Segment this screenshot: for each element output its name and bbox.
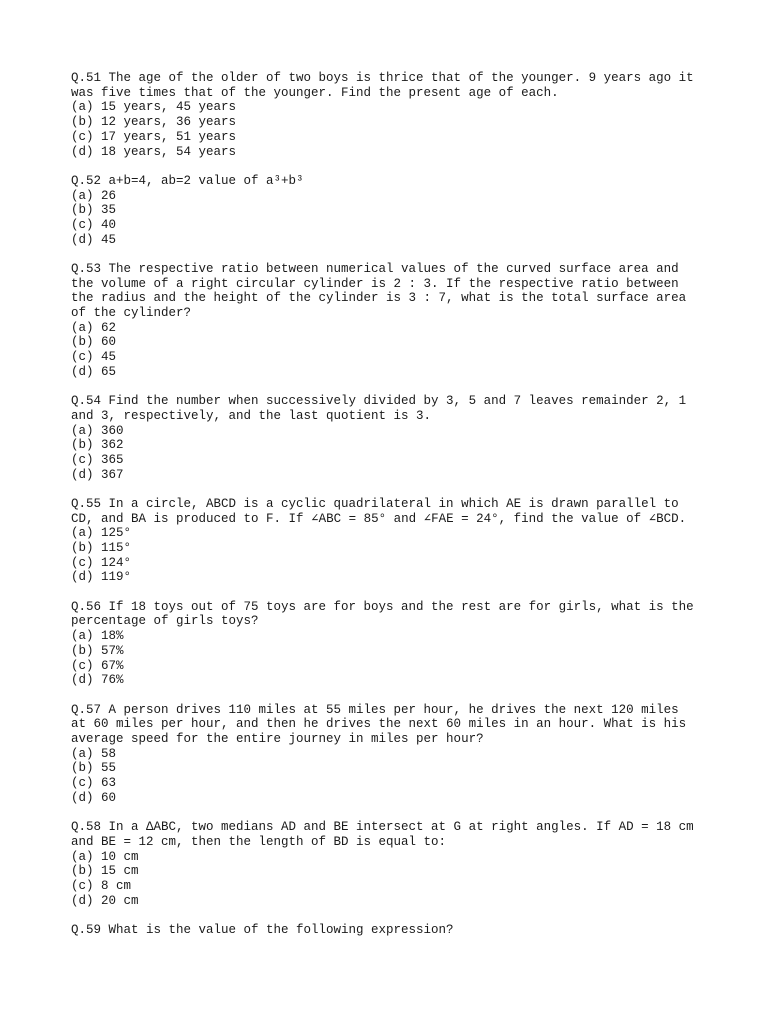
option-d: (d) 18 years, 54 years — [71, 144, 237, 159]
options-list — [71, 321, 711, 380]
option-b: (b) 60 — [71, 335, 117, 350]
option-b: (b) 35 — [71, 203, 117, 218]
option-b: (b) 362 — [71, 438, 124, 453]
option-d: (d) 119° — [71, 570, 132, 585]
question-text: Q.55 In a circle, ABCD is a cyclic quadrilateral in which AE is drawn parallel to CD, and BA is produced to F. If ∠ABC = 85° and ∠FAE = 24°, find the value of ∠BCD. — [71, 496, 687, 526]
option-c: (c) 17 years, 51 years — [71, 129, 237, 144]
question-55 — [71, 497, 711, 585]
question-57 — [71, 703, 711, 806]
question-text: Q.58 In a ΔABC, two medians AD and BE intersect at G at right angles. If AD = 18 cm and BE = 12 cm, then the length of BD is equal to: — [71, 820, 694, 849]
option-a: (a) 18% — [71, 629, 124, 644]
question-text: Q.57 A person drives 110 miles at 55 miles per hour, he drives the next 120 miles at 60 miles per hour, and then he drives the next 60 miles in an hour. What is his average speed for the entire journey in miles per hour? — [71, 702, 687, 746]
question-51 — [71, 71, 711, 159]
option-d: (d) 45 — [71, 232, 117, 247]
question-54 — [71, 394, 711, 482]
question-53 — [71, 262, 711, 380]
option-b: (b) 12 years, 36 years — [71, 115, 237, 130]
option-c: (c) 63 — [71, 776, 117, 791]
option-a: (a) 10 cm — [71, 849, 139, 864]
option-d: (d) 76% — [71, 673, 124, 688]
question-text: Q.54 Find the number when successively divided by 3, 5 and 7 leaves remainder 2, 1 and 3, respectively, and the last quotient is 3. — [71, 394, 687, 423]
option-a: (a) 15 years, 45 years — [71, 100, 237, 115]
option-a: (a) 62 — [71, 320, 117, 335]
question-text: Q.56 If 18 toys out of 75 toys are for boys and the rest are for girls, what is the percentage of girls toys? — [71, 599, 694, 629]
question-52 — [71, 174, 711, 248]
option-a: (a) 360 — [71, 423, 124, 438]
question-text: Q.51 The age of the older of two boys is thrice that of the younger. 9 years ago it was five times that of the younger. Find the present age of each. — [71, 71, 694, 100]
question-text: Q.59 What is the value of the following expression? — [71, 922, 454, 937]
option-b: (b) 15 cm — [71, 864, 139, 879]
option-b: (b) 55 — [71, 761, 117, 776]
options-list — [71, 850, 711, 909]
option-b: (b) 57% — [71, 643, 124, 658]
question-text: Q.53 The respective ratio between numerical values of the curved surface area and the volume of a right circular cylinder is 2 : 3. If the respective ratio between the radius and the height of the cylinder is 3 : 7, what is the total surface area of the cylinder? — [71, 261, 687, 321]
option-c: (c) 45 — [71, 350, 117, 365]
options-list — [71, 100, 711, 159]
question-56 — [71, 600, 711, 688]
options-list — [71, 747, 711, 806]
options-list — [71, 189, 711, 248]
option-d: (d) 65 — [71, 364, 117, 379]
option-d: (d) 367 — [71, 467, 124, 482]
options-list — [71, 424, 711, 483]
option-c: (c) 8 cm — [71, 878, 132, 893]
option-c: (c) 365 — [71, 452, 124, 467]
option-d: (d) 60 — [71, 790, 117, 805]
option-a: (a) 26 — [71, 188, 117, 203]
option-c: (c) 67% — [71, 658, 124, 673]
option-a: (a) 58 — [71, 746, 117, 761]
option-c: (c) 40 — [71, 217, 117, 232]
option-d: (d) 20 cm — [71, 893, 139, 908]
option-c: (c) 124° — [71, 555, 132, 570]
options-list — [71, 629, 711, 688]
question-58 — [71, 820, 711, 908]
question-59 — [71, 923, 711, 938]
options-list — [71, 526, 711, 585]
question-text: Q.52 a+b=4, ab=2 value of a³+b³ — [71, 173, 304, 188]
document-page — [71, 71, 711, 952]
option-a: (a) 125° — [71, 526, 132, 541]
option-b: (b) 115° — [71, 541, 132, 556]
